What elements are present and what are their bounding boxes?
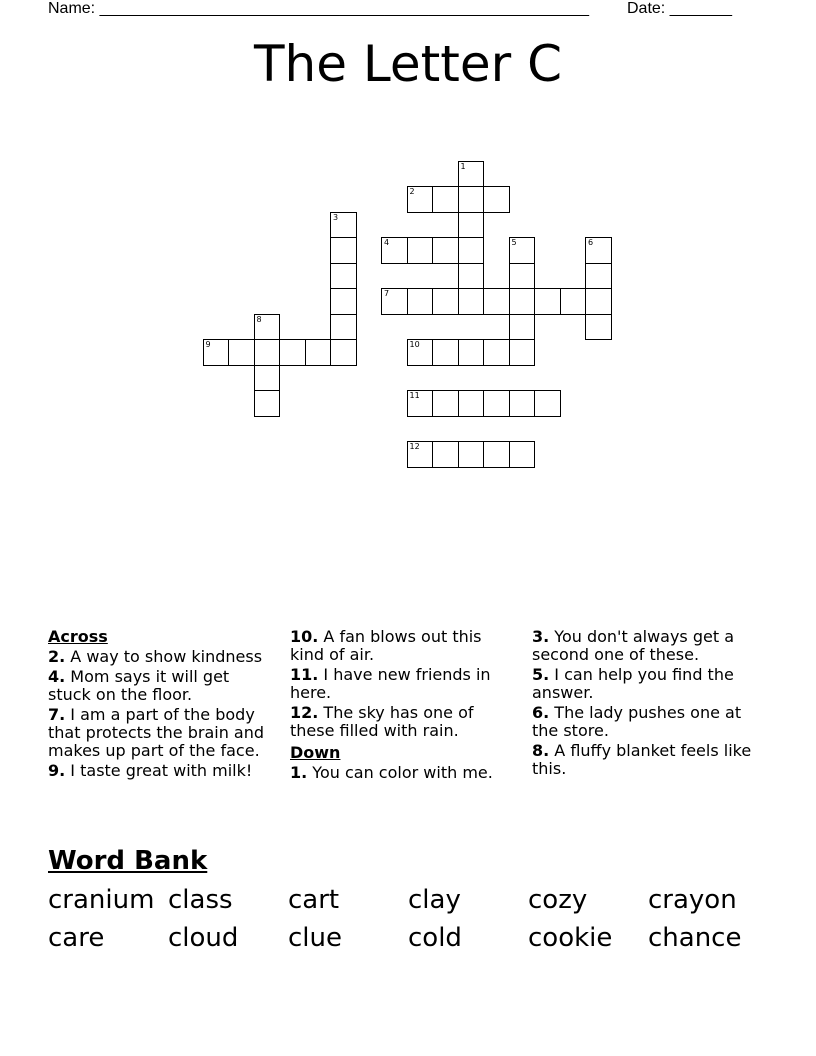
cell-number: 1	[460, 161, 466, 171]
crossword-cell[interactable]	[407, 186, 434, 213]
crossword-cell[interactable]	[381, 237, 408, 264]
crossword-cell[interactable]	[458, 263, 485, 290]
clue-number: 3.	[532, 627, 550, 646]
clue-across-12	[290, 704, 510, 740]
word-bank-word: care	[48, 923, 105, 953]
clue-number: 7.	[48, 705, 66, 724]
crossword-cell[interactable]	[254, 390, 281, 417]
name-line: Name: _______________________________________________________	[48, 0, 589, 17]
clue-list	[48, 628, 758, 784]
clue-text: A way to show kindness	[65, 647, 263, 666]
down-heading: Down	[290, 743, 341, 762]
crossword-cell[interactable]	[432, 339, 459, 366]
clue-across-7	[48, 706, 268, 760]
word-bank-word: clue	[288, 923, 342, 953]
word-bank-word: clay	[408, 885, 461, 915]
crossword-cell[interactable]	[585, 314, 612, 341]
cell-number: 6	[588, 238, 594, 247]
clue-text: The lady pushes one at the store.	[532, 703, 742, 740]
cell-number: 5	[511, 238, 517, 247]
crossword-cell[interactable]	[254, 365, 281, 392]
across-heading: Across	[48, 627, 108, 646]
crossword-cell[interactable]	[407, 339, 434, 366]
word-bank-word: cold	[408, 923, 462, 953]
clue-text: The sky has one of these filled with rain.	[290, 703, 474, 740]
crossword-cell[interactable]	[330, 314, 357, 341]
clue-across-9	[48, 762, 268, 780]
clue-across-2	[48, 648, 268, 666]
cell-number: 8	[256, 314, 262, 324]
crossword-cell[interactable]	[279, 339, 306, 366]
word-bank-title: Word Bank	[48, 846, 208, 876]
crossword-cell[interactable]	[509, 390, 536, 417]
word-bank-word: crayon	[648, 885, 737, 915]
cell-number: 2	[409, 187, 415, 196]
clue-number: 4.	[48, 667, 66, 686]
crossword-cell[interactable]	[330, 212, 357, 239]
cell-number: 10	[409, 340, 420, 349]
crossword-cell[interactable]	[432, 237, 459, 264]
crossword-cell[interactable]	[534, 288, 561, 315]
clue-number: 11.	[290, 665, 319, 684]
crossword-cell[interactable]	[432, 441, 459, 468]
word-bank-word: cart	[288, 885, 340, 915]
clue-down-8	[532, 742, 752, 778]
crossword-cell[interactable]	[254, 314, 281, 341]
crossword-cell[interactable]	[330, 288, 357, 315]
crossword-cell[interactable]	[228, 339, 255, 366]
crossword-cell[interactable]	[509, 263, 536, 290]
clue-column-2	[290, 628, 510, 784]
crossword-cell[interactable]	[560, 288, 587, 315]
crossword-cell[interactable]	[203, 339, 230, 366]
word-bank	[48, 884, 788, 954]
clue-number: 8.	[532, 741, 550, 760]
word-bank-word: cloud	[168, 923, 239, 953]
cell-number: 11	[409, 391, 420, 400]
crossword-cell[interactable]	[585, 288, 612, 315]
clue-text: A fluffy blanket feels like this.	[532, 741, 752, 778]
clue-text: I have new friends in here.	[290, 665, 491, 702]
crossword-cell[interactable]	[254, 339, 281, 366]
crossword-cell[interactable]	[458, 390, 485, 417]
crossword-cell[interactable]	[458, 339, 485, 366]
crossword-cell[interactable]	[305, 339, 332, 366]
crossword-cell[interactable]	[509, 314, 536, 341]
crossword-cell[interactable]	[483, 186, 510, 213]
cell-number: 4	[384, 238, 390, 247]
crossword-cell[interactable]	[585, 263, 612, 290]
crossword-cell[interactable]	[432, 390, 459, 417]
clue-number: 10.	[290, 627, 319, 646]
clue-text: I taste great with milk!	[65, 761, 253, 780]
clue-number: 2.	[48, 647, 66, 666]
clue-down-6	[532, 704, 752, 740]
crossword-cell[interactable]	[585, 237, 612, 264]
crossword-cell[interactable]	[458, 441, 485, 468]
crossword-cell[interactable]	[534, 390, 561, 417]
clue-number: 12.	[290, 703, 319, 722]
clue-number: 6.	[532, 703, 550, 722]
crossword-cell[interactable]	[483, 339, 510, 366]
word-bank-word: class	[168, 885, 233, 915]
crossword-cell[interactable]	[509, 237, 536, 264]
clue-across-10	[290, 628, 510, 664]
word-bank-word: cozy	[528, 885, 588, 915]
clue-down-3	[532, 628, 752, 664]
crossword-cell[interactable]	[330, 339, 357, 366]
crossword-cell[interactable]	[330, 237, 357, 264]
clue-down-1	[290, 764, 510, 782]
crossword-cell[interactable]	[483, 441, 510, 468]
clue-column-1	[48, 628, 268, 784]
crossword-cell[interactable]	[458, 237, 485, 264]
clue-text: You don't always get a second one of these.	[532, 627, 735, 664]
word-bank-word: cranium	[48, 885, 155, 915]
cell-number: 9	[205, 340, 211, 349]
clue-text: I can help you find the answer.	[532, 665, 734, 702]
crossword-cell[interactable]	[509, 441, 536, 468]
word-bank-word: cookie	[528, 923, 613, 953]
clue-text: You can color with me.	[307, 763, 493, 782]
crossword-cell[interactable]	[330, 263, 357, 290]
clue-number: 5.	[532, 665, 550, 684]
crossword-cell[interactable]	[458, 288, 485, 315]
cell-number: 7	[384, 289, 390, 298]
date-line: Date: _______	[627, 0, 732, 17]
crossword-cell[interactable]	[458, 212, 485, 239]
clue-across-4	[48, 668, 268, 704]
page-title: The Letter C	[254, 35, 562, 93]
clue-text: Mom says it will get stuck on the floor.	[48, 667, 230, 704]
crossword-cell[interactable]	[458, 186, 485, 213]
word-bank-word: chance	[648, 923, 742, 953]
crossword-cell[interactable]	[432, 288, 459, 315]
clue-text: I am a part of the body that protects the brain and makes up part of the face.	[48, 705, 265, 760]
clue-across-11	[290, 666, 510, 702]
clue-text: A fan blows out this kind of air.	[290, 627, 482, 664]
clue-number: 1.	[290, 763, 308, 782]
cell-number: 3	[333, 212, 339, 222]
crossword-cell[interactable]	[407, 237, 434, 264]
crossword-cell[interactable]	[407, 390, 434, 417]
clue-column-3	[532, 628, 752, 784]
crossword-cell[interactable]	[458, 161, 485, 188]
crossword-cell[interactable]	[432, 186, 459, 213]
crossword-cell[interactable]	[509, 339, 536, 366]
cell-number: 12	[409, 442, 420, 451]
clue-down-5	[532, 666, 752, 702]
crossword-cell[interactable]	[407, 288, 434, 315]
crossword-cell[interactable]	[381, 288, 408, 315]
clue-number: 9.	[48, 761, 66, 780]
crossword-cell[interactable]	[407, 441, 434, 468]
crossword-cell[interactable]	[483, 390, 510, 417]
crossword-cell[interactable]	[509, 288, 536, 315]
crossword-cell[interactable]	[483, 288, 510, 315]
